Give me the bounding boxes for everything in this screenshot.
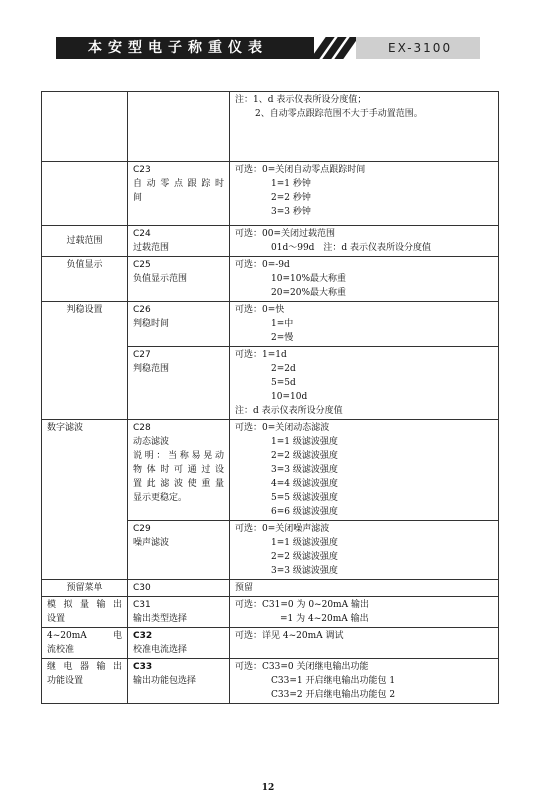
code-cell (128, 580, 230, 597)
category-label: 4~20mA 电 (47, 631, 122, 641)
option-line: C33=2 开启继电输出功能包 2 (271, 690, 396, 700)
option-line: C33=1 开启继电输出功能包 1 (271, 676, 396, 686)
param-name: 自动零点跟踪时 (133, 179, 224, 189)
description-cell (230, 420, 499, 521)
param-code: C32 (133, 631, 153, 641)
note-line: 注：1、d 表示仪表所设分度值； (235, 95, 367, 105)
code-cell (128, 162, 230, 226)
code-cell (128, 659, 230, 704)
param-code: C31 (133, 600, 151, 610)
header-model: EX-3100 (356, 37, 480, 59)
param-code: C33 (133, 662, 153, 672)
header-title: 本安型电子称重仪表 (56, 37, 314, 59)
table-row (42, 257, 499, 302)
category-label: 流校准 (47, 645, 75, 655)
category-cell: 数字滤波 (42, 420, 128, 580)
option-line: 预留 (235, 583, 254, 593)
category-cell (42, 597, 128, 628)
option-line: 01d～99d 注：d 表示仪表所设分度值 (271, 243, 432, 253)
param-name: 判稳范围 (133, 364, 170, 374)
table-row (42, 226, 499, 257)
note-line: 2、自动零点跟踪范围不大于手动置范围。 (255, 109, 423, 119)
option-line: 2=2 级滤波强度 (271, 451, 338, 461)
category-cell: 判稳设置 (42, 302, 128, 420)
option-line: 3=3 级滤波强度 (271, 465, 338, 475)
param-name: 动态滤波 (133, 437, 170, 447)
param-code: C25 (133, 260, 151, 270)
option-line: 可选：0=关闭噪声滤波 (235, 524, 330, 534)
option-line: 3=3 级滤波强度 (271, 566, 338, 576)
option-line: 可选：0=-9d (235, 260, 290, 270)
description-cell (230, 302, 499, 347)
param-note: 说明：当称易晃动 (133, 451, 224, 461)
param-note: 物体时可通过设 (133, 465, 224, 475)
param-code: C24 (133, 229, 151, 239)
param-name: 间 (133, 193, 143, 203)
page-number: 12 (261, 783, 275, 793)
category-cell (42, 162, 128, 226)
option-line: 10=10d (271, 392, 308, 402)
option-line: 1=1 级滤波强度 (271, 437, 338, 447)
option-line: 1=1 级滤波强度 (271, 538, 338, 548)
table-row (42, 628, 499, 659)
option-line: 2=慢 (271, 333, 294, 343)
table-row (42, 597, 499, 628)
description-cell (230, 659, 499, 704)
option-line: 3=3 秒钟 (271, 207, 311, 217)
description-cell (230, 580, 499, 597)
code-cell (128, 628, 230, 659)
option-line: 可选：详见 4~20mA 调试 (235, 631, 344, 641)
param-note: 置此滤波使重量 (133, 479, 224, 489)
category-cell (42, 92, 128, 162)
table-row (42, 302, 499, 347)
note-line: 注：d 表示仪表所设分度值 (235, 406, 343, 416)
param-code: C27 (133, 350, 151, 360)
code-cell (128, 597, 230, 628)
param-name: 噪声滤波 (133, 538, 170, 548)
option-line: 可选：C31=0 为 0~20mA 输出 (235, 600, 369, 610)
param-name: 过载范围 (133, 243, 170, 253)
option-line: 可选：C33=0 关闭继电输出功能 (235, 662, 369, 672)
code-cell (128, 302, 230, 347)
table-row (42, 162, 499, 226)
description-cell (230, 347, 499, 420)
description-cell (230, 521, 499, 580)
param-code: C28 (133, 423, 151, 433)
option-line: 5=5 级滤波强度 (271, 493, 338, 503)
parameter-table (41, 91, 499, 704)
option-line: 1=1 秒钟 (271, 179, 311, 189)
param-code: C26 (133, 305, 151, 315)
category-label: 模拟量输出 (47, 600, 122, 610)
option-line: 4=4 级滤波强度 (271, 479, 338, 489)
option-line: 2=2d (271, 364, 296, 374)
param-name: 校准电流选择 (133, 645, 188, 655)
category-cell: 负值显示 (42, 257, 128, 302)
category-cell (42, 659, 128, 704)
option-line: 可选：0=关闭自动零点跟踪时间 (235, 165, 366, 175)
param-name: 输出类型选择 (133, 614, 188, 624)
param-name: 输出功能包选择 (133, 676, 197, 686)
option-line: 可选：1=1d (235, 350, 287, 360)
code-cell (128, 420, 230, 521)
param-code: C29 (133, 524, 151, 534)
code-cell (128, 92, 230, 162)
category-label: 继电器输出 (47, 662, 122, 672)
description-cell (230, 162, 499, 226)
option-line: 20=20%最大称重 (271, 288, 346, 298)
option-line: 5=5d (271, 378, 296, 388)
page-header (56, 37, 480, 59)
category-cell (42, 628, 128, 659)
option-line: 1=中 (271, 319, 294, 329)
category-cell: 过载范围 (42, 226, 128, 257)
option-line: 可选：0=快 (235, 305, 285, 315)
option-line: =1 为 4~20mA 输出 (280, 614, 369, 624)
description-cell (230, 257, 499, 302)
description-cell (230, 597, 499, 628)
option-line: 2=2 级滤波强度 (271, 552, 338, 562)
table-row (42, 659, 499, 704)
code-cell (128, 226, 230, 257)
option-line: 可选：00=关闭过载范围 (235, 229, 335, 239)
param-code: C30 (133, 583, 151, 593)
option-line: 可选：0=关闭动态滤波 (235, 423, 330, 433)
category-label: 功能设置 (47, 676, 84, 686)
category-label: 设置 (47, 614, 66, 624)
category-cell: 预留菜单 (42, 580, 128, 597)
option-line: 2=2 秒钟 (271, 193, 311, 203)
table-row (42, 420, 499, 521)
code-cell (128, 521, 230, 580)
code-cell (128, 347, 230, 420)
description-cell (230, 628, 499, 659)
option-line: 10=10%最大称重 (271, 274, 346, 284)
param-name: 负值显示范围 (133, 274, 188, 284)
param-note: 显示更稳定。 (133, 493, 188, 503)
param-code: C23 (133, 165, 151, 175)
param-name: 判稳时间 (133, 319, 170, 329)
table-row (42, 92, 499, 162)
option-line: 6=6 级滤波强度 (271, 507, 338, 517)
description-cell (230, 226, 499, 257)
code-cell (128, 257, 230, 302)
table-row (42, 580, 499, 597)
description-cell (230, 92, 499, 162)
